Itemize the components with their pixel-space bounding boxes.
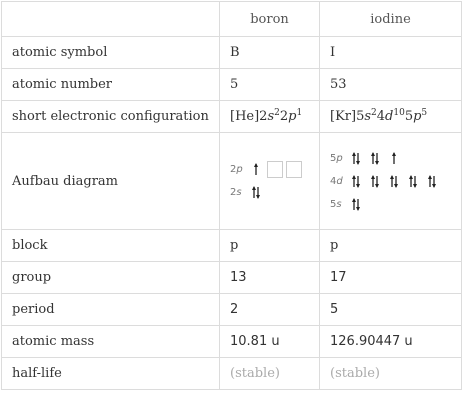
paired-electrons-icon xyxy=(367,173,383,190)
config-s: s xyxy=(364,109,372,124)
orbital-label: 5p xyxy=(330,152,343,164)
row-atomic-symbol xyxy=(2,37,462,69)
row-label: Aufbau diagram xyxy=(2,133,220,230)
row-block xyxy=(2,230,462,262)
iodine-value: 5 xyxy=(320,294,462,326)
header-iodine: iodine xyxy=(320,2,462,37)
row-label: group xyxy=(2,262,220,294)
iodine-orbital-5p xyxy=(330,150,443,167)
config-p-coef: 5 xyxy=(404,109,414,124)
iodine-orbital-4d xyxy=(330,173,443,190)
paired-electrons-icon xyxy=(348,196,364,213)
config-core: [He]2 xyxy=(230,109,268,124)
config-p-exp: 5 xyxy=(421,108,428,118)
row-label: atomic symbol xyxy=(2,37,220,69)
iodine-configuration xyxy=(320,101,462,133)
row-group xyxy=(2,262,462,294)
config-s-exp: 2 xyxy=(274,108,280,118)
row-half-life xyxy=(2,358,462,390)
paired-electrons-icon xyxy=(405,173,421,190)
boron-aufbau-diagram xyxy=(230,155,305,207)
empty-orbital-box xyxy=(286,161,302,178)
boron-value: 13 xyxy=(220,262,320,294)
header-corner xyxy=(2,2,220,37)
config-p: p xyxy=(288,109,297,124)
paired-electrons-icon xyxy=(248,184,264,201)
row-electronic-configuration xyxy=(2,101,462,133)
boron-aufbau-cell xyxy=(220,133,320,230)
iodine-value: 126.90447 u xyxy=(320,326,462,358)
boron-value: B xyxy=(220,37,320,69)
iodine-value: I xyxy=(320,37,462,69)
config-d: d xyxy=(385,109,394,124)
config-d-coef: 4 xyxy=(376,109,386,124)
row-period xyxy=(2,294,462,326)
config-p-exp: 1 xyxy=(296,108,303,118)
row-label: half-life xyxy=(2,358,220,390)
boron-orbital-2s xyxy=(230,184,305,201)
boron-orbital-2p xyxy=(230,161,305,178)
row-label: short electronic configuration xyxy=(2,101,220,133)
config-core: [Kr]5 xyxy=(330,109,365,124)
orbital-label: 5s xyxy=(330,198,342,210)
row-atomic-mass xyxy=(2,326,462,358)
header-row xyxy=(2,2,462,37)
spin-up-electron-icon xyxy=(248,161,264,178)
element-comparison-table xyxy=(1,1,462,390)
iodine-value: p xyxy=(320,230,462,262)
paired-electrons-icon xyxy=(367,150,383,167)
iodine-aufbau-diagram xyxy=(330,144,443,219)
spin-up-electron-icon xyxy=(386,150,402,167)
boron-value: 10.81 u xyxy=(220,326,320,358)
row-label: atomic mass xyxy=(2,326,220,358)
orbital-label: 4d xyxy=(330,175,343,187)
iodine-value: (stable) xyxy=(320,358,462,390)
config-s: s xyxy=(267,109,275,124)
config-s-exp: 2 xyxy=(371,108,377,118)
iodine-aufbau-cell xyxy=(320,133,462,230)
config-d-exp: 10 xyxy=(393,108,405,118)
config-p-coef: 2 xyxy=(279,109,289,124)
paired-electrons-icon xyxy=(386,173,402,190)
paired-electrons-icon xyxy=(424,173,440,190)
row-atomic-number xyxy=(2,69,462,101)
iodine-value: 53 xyxy=(320,69,462,101)
boron-configuration xyxy=(220,101,320,133)
row-label: atomic number xyxy=(2,69,220,101)
boron-value: (stable) xyxy=(220,358,320,390)
row-aufbau-diagram xyxy=(2,133,462,230)
row-label: block xyxy=(2,230,220,262)
paired-electrons-icon xyxy=(348,150,364,167)
boron-value: 5 xyxy=(220,69,320,101)
iodine-orbital-5s xyxy=(330,196,443,213)
row-label: period xyxy=(2,294,220,326)
empty-orbital-box xyxy=(267,161,283,178)
config-p: p xyxy=(413,109,422,124)
paired-electrons-icon xyxy=(348,173,364,190)
boron-value: 2 xyxy=(220,294,320,326)
iodine-value: 17 xyxy=(320,262,462,294)
boron-value: p xyxy=(220,230,320,262)
orbital-label: 2p xyxy=(230,164,243,175)
orbital-label: 2s xyxy=(230,187,242,198)
header-boron: boron xyxy=(220,2,320,37)
